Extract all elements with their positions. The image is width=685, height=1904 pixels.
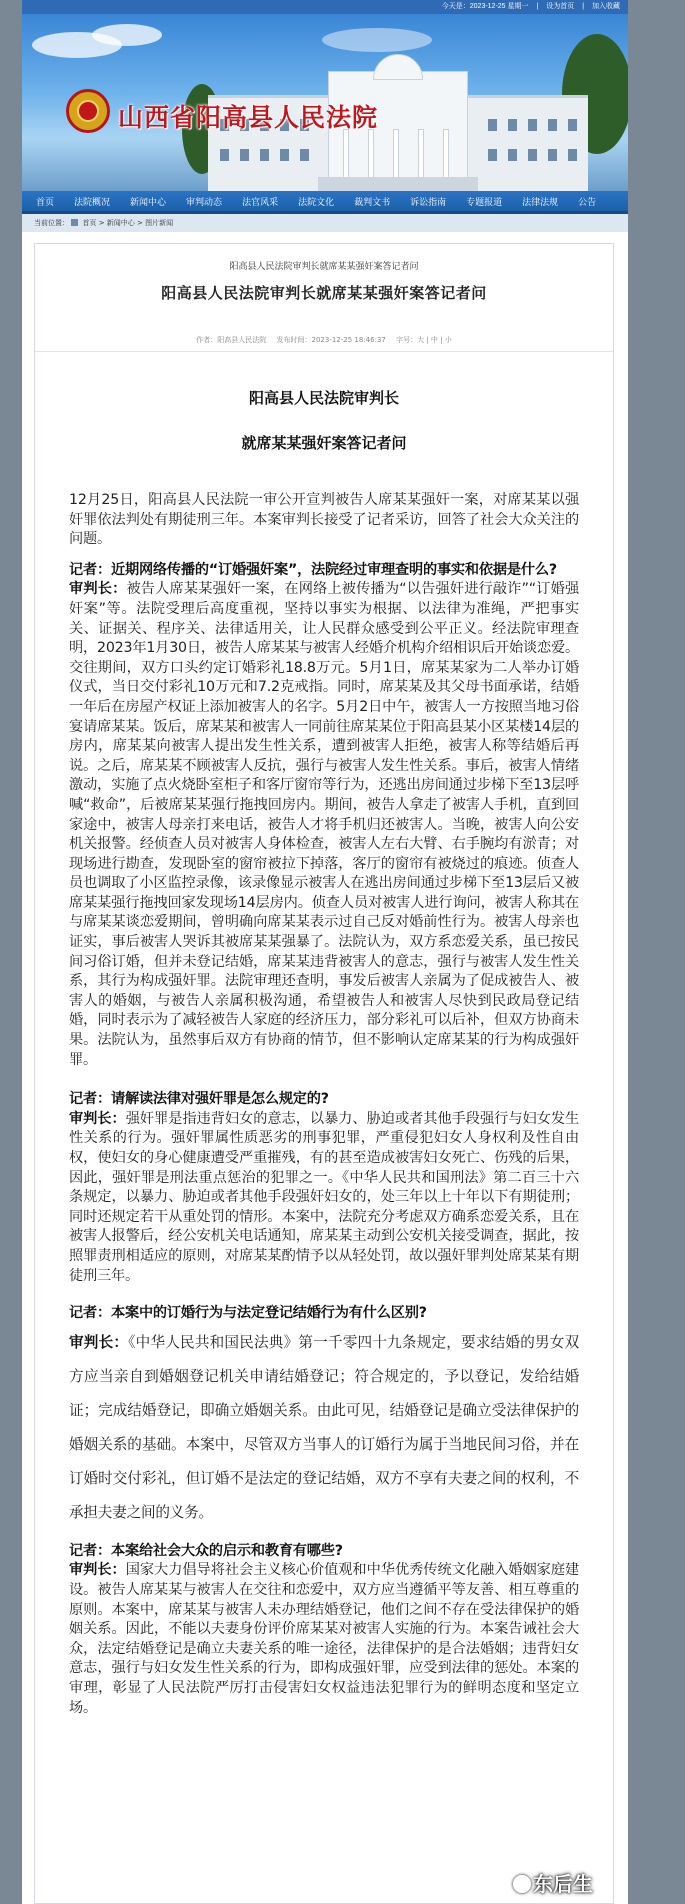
nav-litigation-guide[interactable]: 诉讼指南 [410,197,447,208]
article-meta [35,335,613,352]
utility-bar: 今天是：2023-12-25 星期一 | 设为首页 | 加入收藏 [22,0,628,14]
set-homepage-link[interactable]: 设为首页 [546,3,575,10]
answer-1-label: 审判长： [69,581,127,598]
article-intro: 12月25日，阳高县人民法院一审公开宣判被告人席某某强奸一案，对席某某以强奸罪依法判处有期徒刑三年。本案审判长接受了记者采访，回答了社会大众关注的问题。 [69,492,579,548]
question-2: 记者：请解读法律对强奸罪是怎么规定的? [69,1091,329,1108]
article-kicker: 阳高县人民法院审判长就席某某强奸案答记者问 [229,262,419,272]
article-subtitle-2: 就席某某强奸案答记者问 [241,434,407,452]
answer-3: 《中华人民共和国民法典》第一千零四十九条规定，要求结婚的男女双方应当亲自到婚姻登记机关申请结婚登记；符合规定的，予以登记，发给结婚证；完成结婚登记，即确立婚姻关系。由此可见，结婚登记是确立受法律保护的婚姻关系的基础。本案中，尽管双方当事人的订婚行为属于当地民间习俗，并在订婚时交付彩礼，但订婚不是法定的登记结婚，双方不享有夫妻之间的权利，不承担夫妻之间的义务。 [69,1333,579,1521]
answer-3-block [35,1326,613,1530]
home-icon [71,219,78,226]
breadcrumb [22,214,628,232]
article-date: 发布时间：2023-12-25 18:46:37 [276,336,386,344]
question-4: 记者：本案给社会大众的启示和教育有哪些? [69,1542,343,1559]
nav-news-center[interactable]: 新闻中心 [130,197,167,208]
eye-logo-icon [513,1875,531,1893]
question-3: 记者：本案中的订婚行为与法定登记结婚行为有什么区别? [69,1305,427,1322]
court-emblem-icon [66,89,110,133]
breadcrumb-path[interactable]: 首页 > 新闻中心 > 图片新闻 [82,219,174,227]
page [22,0,628,1904]
answer-4-label: 审判长： [69,1562,126,1579]
answer-2: 强奸罪是指违背妇女的意志，以暴力、胁迫或者其他手段强行与妇女发生性关系的行为。强奸罪属性质恶劣的刑事犯罪，严重侵犯妇女人身权利及性自由权，使妇女的身心健康遭受严重摧残，有的甚至造成被害妇女死亡、伤残的后果，因此，强奸罪是刑法重点惩治的犯罪之一。《中华人民共和国刑法》第二百三十六条规定，以暴力、胁迫或者其他手段强奸妇女的，处三年以上十年以下有期徒刑；同时还规定若干从重处罚的情形。本案中，法院充分考虑双方确系恋爱关系，且在被害人报警后，经公安机关电话通知，席某某主动到公安机关接受调查，据此，按照罪责刑相适应的原则，对席某某酌情予以从轻处罚，故以强奸罪判处席某某有期徒刑三年。 [69,1110,579,1284]
nav-court-culture[interactable]: 法院文化 [298,197,335,208]
site-banner [22,14,628,191]
qa-block-4 [35,1542,613,1718]
nav-special-reports[interactable]: 专题报道 [466,197,503,208]
nav-announcements[interactable]: 公告 [578,197,597,208]
qa-block-3 [35,1304,613,1324]
article-card [34,243,614,1904]
add-favorite-link[interactable]: 加入收藏 [592,3,620,10]
qa-block-2 [35,1090,613,1286]
answer-1: 被告人席某某强奸一案，在网络上被传播为“以告强奸进行敲诈”“订婚强奸案”等。法院受理后高度重视，坚持以事实为根据、以法律为准绳，严把事实关、证据关、程序关、法律适用关，让人民群众感受到公平正义。经法院审理查明，2023年1月30日，被告人席某某与被害人经婚介机构介绍相识后开始谈恋爱。交往期间，双方口头约定订婚彩礼18.8万元。5月1日，席某某家为二人举办订婚仪式，当日交付彩礼10万元和7.2克戒指。同时，席某某及其父母书面承诺，结婚一年后在房屋产权证上添加被害人的名字。5月2日中午，被害人一方按照当地习俗宴请席某某。饭后，席某某和被害人一同前往席某某位于阳高县某小区某楼14层的房内，席某某向被害人提出发生性关系，遭到被害人拒绝，被害人称等结婚后再说。之后，席某某不顾被害人反抗，强行与被害人发生性关系。事后，被害人情绪激动，实施了点火烧卧室柜子和客厅窗帘等行为，还逃出房间通过步梯下至13层呼喊“救命”，后被席某某强行拖拽回房内。期间，被告人拿走了被害人手机，直到回家途中，被害人母亲打来电话，被告人才将手机归还被害人。当晚，被害人向公安机关报警。经侦查人员对被害人身体检查，被害人左右大臂、右手腕均有淤青；对现场进行勘查，发现卧室的窗帘被拉下掉落，客厅的窗帘有被烧过的痕迹。侦查人员也调取了小区监控录像，该录像显示被害人在逃出房间通过步梯下至13层后又被席某某强行拖拽回家发现场14层房内。侦查人员对被害人进行询问，被害人称其在与席某某谈恋爱期间，曾明确向席某某表示过自己反对婚前性行为。被害人母亲也证实，事后被害人哭诉其被席某某强暴了。法院认为，双方系恋爱关系，虽已按民间习俗订婚，但并未登记结婚，席某某违背被害人的意志，强行与被害人发生性关系，其行为构成强奸罪。法院审理还查明，事发后被害人亲属为了促成被告人、被害人的婚姻，与被告人亲属积极沟通，希望被告人和被害人尽快到民政局登记结婚，同时表示为了减轻被告人家庭的经济压力，部分彩礼可以后补，但双方协商未果。法院认为，虽然事后双方有协商的情节，但不影响认定席某某的行为构成强奸罪。 [69,581,580,1068]
question-1: 记者：近期网络传播的“订婚强奸案”，法院经过审理查明的事实和依据是什么? [69,561,557,578]
nav-laws[interactable]: 法律法规 [522,197,559,208]
site-title: 山西省阳高县人民法院 [118,103,379,132]
answer-3-label: 审判长： [69,1333,129,1351]
watermark [513,1868,593,1897]
article-author: 作者：阳高县人民法院 [196,336,267,344]
nav-judgments[interactable]: 裁判文书 [354,197,391,208]
breadcrumb-label: 当前位置： [34,219,69,227]
answer-2-label: 审判长： [69,1110,126,1127]
nav-court-overview[interactable]: 法院概况 [74,197,111,208]
watermark-text: 东后生 [533,1872,593,1896]
font-size-control[interactable]: 字号：大 | 中 | 小 [396,336,452,344]
answer-4: 国家大力倡导将社会主义核心价值观和中华优秀传统文化融入婚姻家庭建设。被告人席某某与被害人在交往和恋爱中，双方应当遵循平等友善、相互尊重的原则。本案中，席某某与被害人未办理结婚登记，他们之间不存在受法律保护的婚姻关系。因此，不能以夫妻身份评价席某某对被害人实施的行为。本案告诫社会大众，法定结婚登记是确立夫妻关系的唯一途径，法律保护的是合法婚姻；违背妇女意志，强行与妇女发生性关系的行为，即构成强奸罪，应受到法律的惩处。本案的审理，彰显了人民法院严厉打击侵害妇女权益违法犯罪行为的鲜明态度和坚定立场。 [69,1562,579,1716]
article-headline: 阳高县人民法院审判长就席某某强奸案答记者问 [161,284,487,302]
nav-home[interactable]: 首页 [36,197,55,208]
current-date: 今天是：2023-12-25 星期一 [441,3,529,10]
qa-block-1 [35,561,613,1070]
main-nav [22,191,628,214]
nav-trial-news[interactable]: 审判动态 [186,197,223,208]
nav-judge-profiles[interactable]: 法官风采 [242,197,279,208]
article-subtitle-1: 阳高县人民法院审判长 [248,389,399,407]
